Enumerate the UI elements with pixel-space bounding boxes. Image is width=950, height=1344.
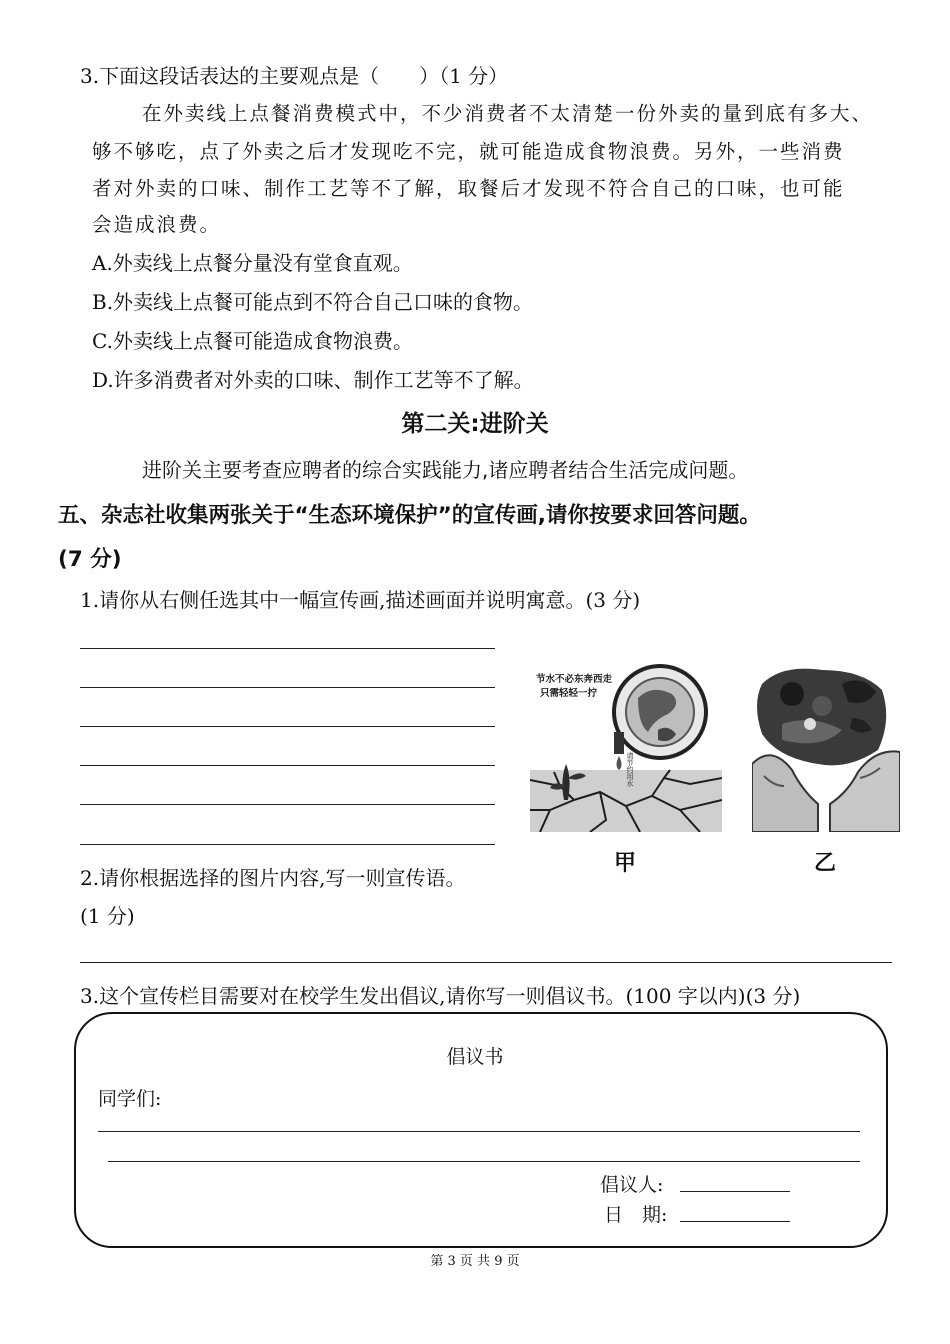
proposer-field[interactable]: [680, 1191, 790, 1192]
section5-q1: 1.请你从右侧任选其中一幅宣传画,描述画面并说明寓意。(3 分): [80, 588, 641, 612]
page-number: 第 3 页 共 9 页: [430, 1254, 520, 1269]
q3-passage-line-2: 够不够吃，点了外卖之后才发现吃不完，就可能造成食物浪费。另外，一些消费: [92, 140, 845, 163]
section5-score: (7 分): [58, 547, 122, 572]
proposal-title: 倡议书: [446, 1046, 504, 1068]
level2-intro: 进阶关主要考查应聘者的综合实践能力,诸应聘者结合生活完成问题。: [142, 458, 749, 482]
poster-jia-image: [530, 660, 722, 832]
q3-passage-line-4: 会造成浪费。: [92, 213, 222, 236]
answer-line-6[interactable]: [80, 844, 495, 845]
date-label: 日 期:: [604, 1204, 668, 1226]
poster-jia-slogan-2: 只需轻轻一拧: [540, 688, 598, 699]
section5-heading: 五、杂志社收集两张关于“生态环境保护”的宣传画,请你按要求回答问题。: [58, 503, 761, 528]
section5-q2: 2.请你根据选择的图片内容,写一则宣传语。: [80, 866, 466, 890]
caption-yi: 乙: [814, 851, 837, 876]
poster-jia-side-text: 请节约用水: [626, 752, 634, 787]
level2-title: 第二关:进阶关: [401, 411, 549, 437]
q3-option-d[interactable]: D.许多消费者对外卖的口味、制作工艺等不了解。: [92, 368, 534, 392]
proposer-label: 倡议人:: [600, 1174, 664, 1196]
poster-jia-slogan-1: 节水不必东奔西走: [536, 674, 613, 685]
section5-q2-score: (1 分): [80, 904, 135, 928]
poster-yi-image: [752, 664, 900, 832]
q3-option-c[interactable]: C.外卖线上点餐可能造成食物浪费。: [92, 329, 413, 353]
q3-stem: 3.下面这段话表达的主要观点是（ ）（1 分）: [80, 64, 509, 88]
caption-jia: 甲: [614, 851, 637, 876]
proposal-greeting: 同学们:: [98, 1088, 162, 1110]
slogan-answer-line[interactable]: [80, 962, 892, 963]
answer-line-1[interactable]: [80, 648, 495, 649]
proposal-line-1[interactable]: [98, 1131, 860, 1132]
q3-passage-line-1: 在外卖线上点餐消费模式中，不少消费者不太清楚一份外卖的量到底有多大、: [142, 102, 874, 125]
proposal-line-2[interactable]: [108, 1161, 860, 1162]
answer-line-3[interactable]: [80, 726, 495, 727]
section5-q3: 3.这个宣传栏目需要对在校学生发出倡议,请你写一则倡议书。(100 字以内)(3 分): [80, 984, 801, 1008]
answer-line-2[interactable]: [80, 687, 495, 688]
q3-option-b[interactable]: B.外卖线上点餐可能点到不符合自己口味的食物。: [92, 290, 534, 314]
answer-line-5[interactable]: [80, 804, 495, 805]
date-field[interactable]: [680, 1221, 790, 1222]
q3-passage-line-3: 者对外卖的口味、制作工艺等不了解，取餐后才发现不符合自己的口味，也可能: [92, 177, 845, 200]
answer-line-4[interactable]: [80, 765, 495, 766]
q3-option-a[interactable]: A.外卖线上点餐分量没有堂食直观。: [92, 251, 413, 275]
